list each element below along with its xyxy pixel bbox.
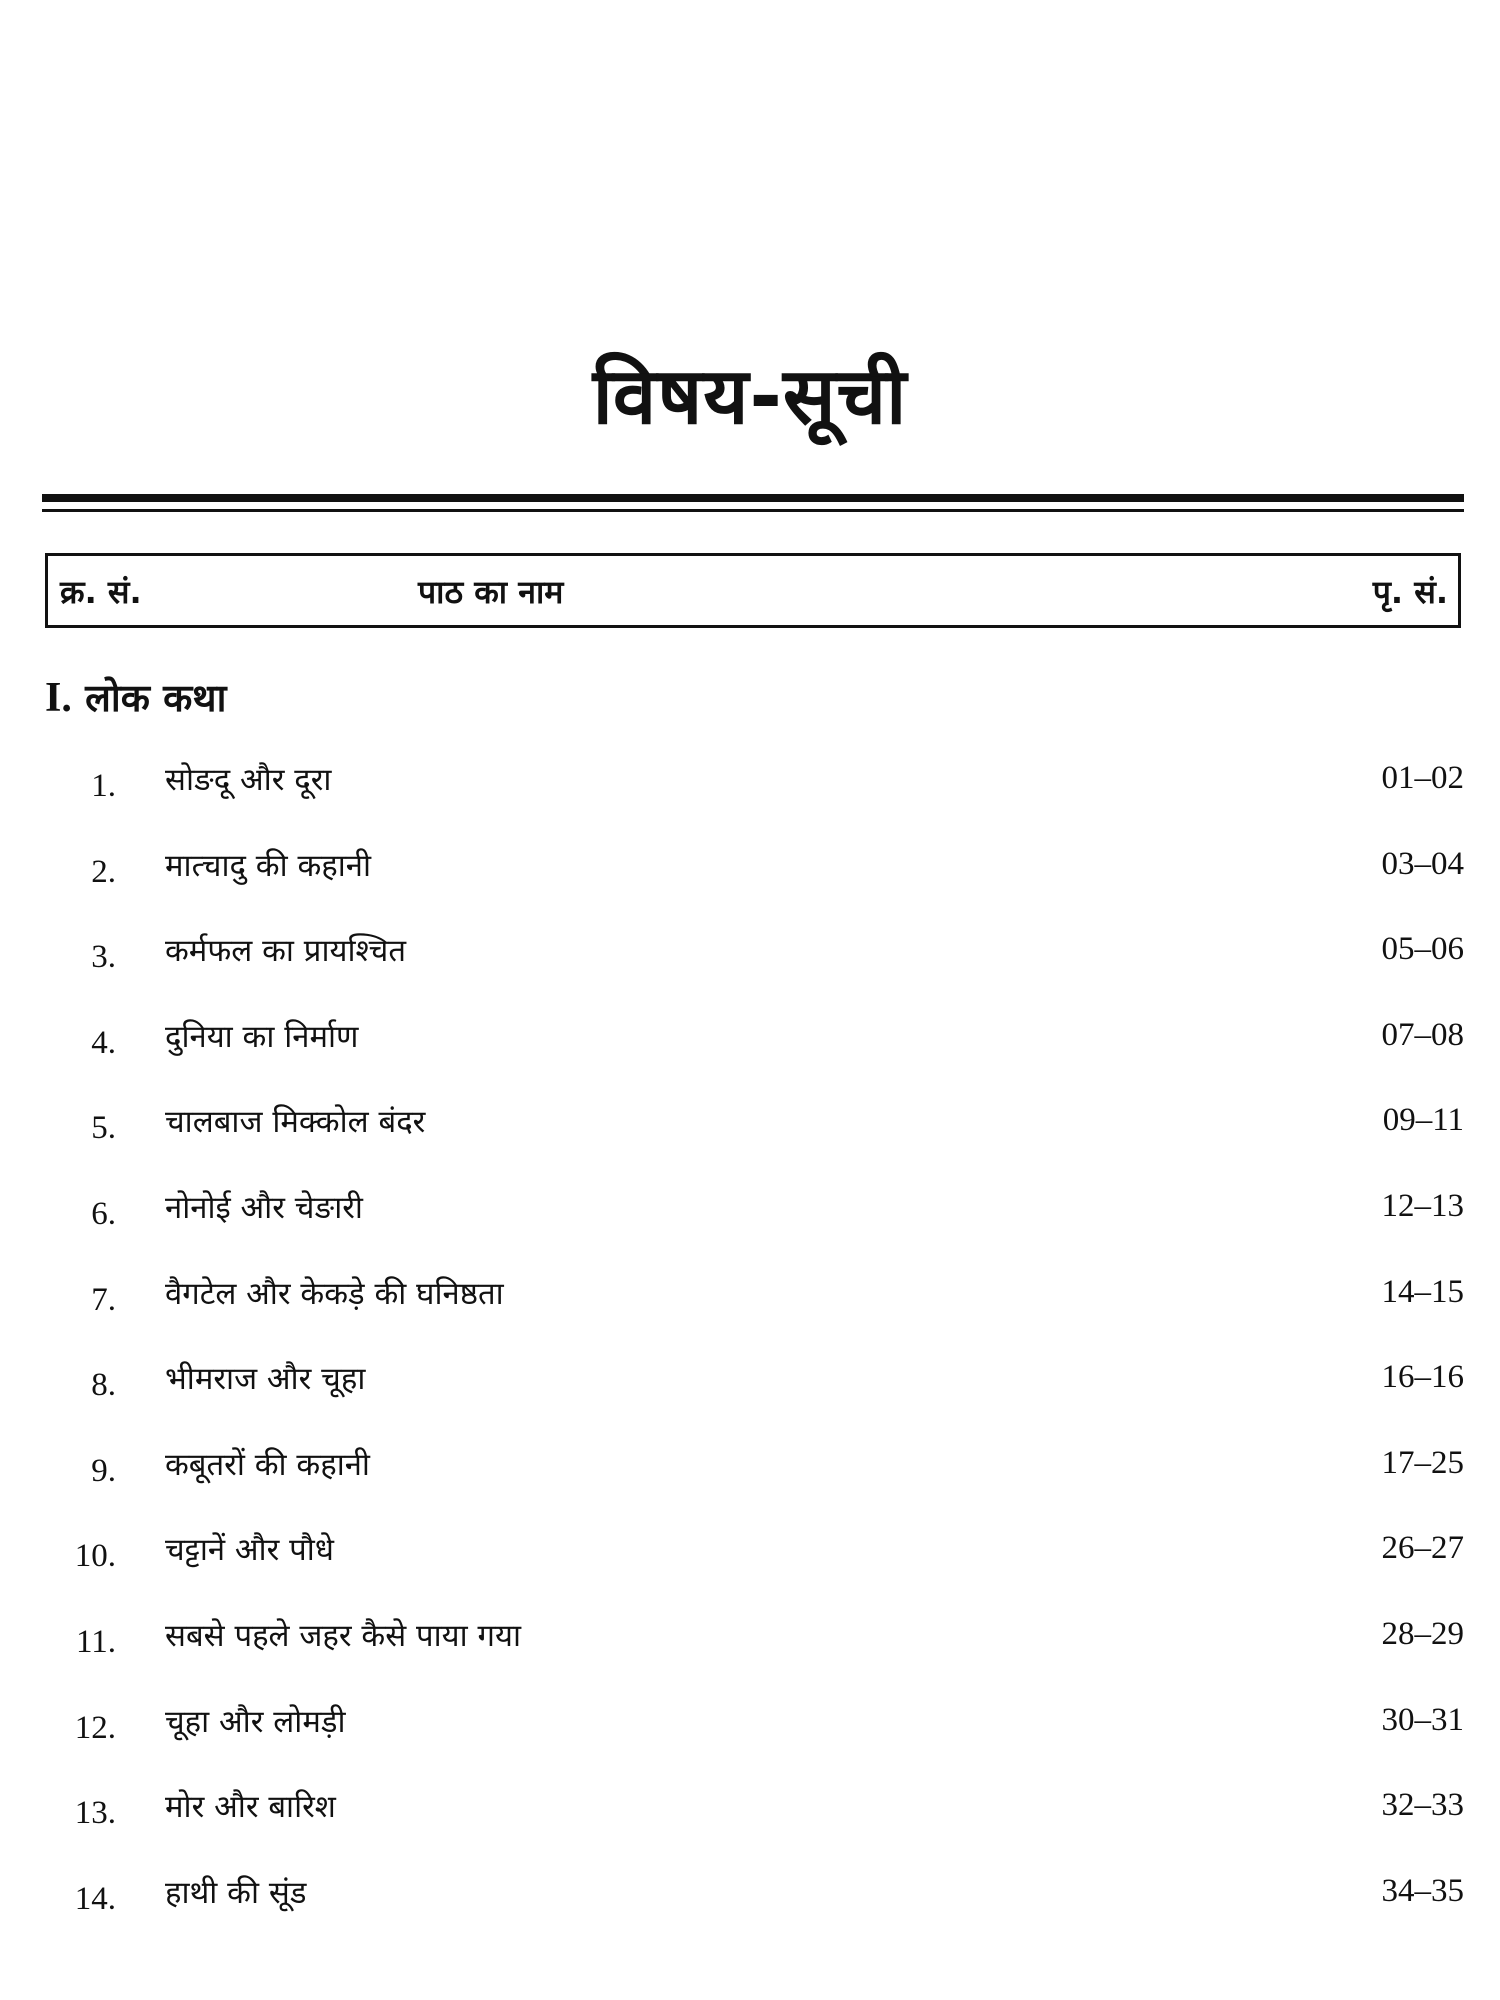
toc-entry-pages: 12–13 xyxy=(1381,1188,1464,1224)
toc-entry-pages: 32–33 xyxy=(1381,1787,1464,1823)
toc-entry-number: 8. xyxy=(91,1367,116,1403)
toc-entry-pages: 34–35 xyxy=(1381,1873,1464,1909)
toc-entry-number: 2. xyxy=(91,854,116,890)
section-roman: I. xyxy=(45,675,72,721)
toc-entry-number: 3. xyxy=(91,939,116,975)
toc-entry-pages: 03–04 xyxy=(1381,846,1464,882)
toc-entry-title: वैगटेल और केकड़े की घनिष्ठता xyxy=(165,1276,504,1312)
toc-entry-number: 4. xyxy=(91,1025,116,1061)
toc-entry-title: भीमराज और चूहा xyxy=(165,1361,366,1397)
toc-entry xyxy=(0,844,1500,892)
toc-entry xyxy=(0,929,1500,977)
toc-entry-number: 1. xyxy=(91,768,116,804)
toc-entry-number: 7. xyxy=(91,1282,116,1318)
toc-entry-pages: 26–27 xyxy=(1381,1530,1464,1566)
toc-entry-pages: 28–29 xyxy=(1381,1616,1464,1652)
toc-entry xyxy=(0,1528,1500,1576)
toc-entry-title: सबसे पहले जहर कैसे पाया गया xyxy=(165,1618,521,1654)
toc-entry-title: कबूतरों की कहानी xyxy=(165,1447,370,1483)
toc-entry-pages: 07–08 xyxy=(1381,1017,1464,1053)
toc-entry-number: 13. xyxy=(74,1795,116,1831)
toc-entry-number: 10. xyxy=(74,1538,116,1574)
header-number-label: क्र. सं. xyxy=(60,573,142,611)
toc-entry xyxy=(0,1614,1500,1662)
toc-entry-title: मोर और बारिश xyxy=(165,1789,336,1825)
toc-entry-pages: 14–15 xyxy=(1381,1274,1464,1310)
header-name-label: पाठ का नाम xyxy=(418,573,564,611)
toc-entry-title: चट्टानें और पौधे xyxy=(165,1532,334,1568)
toc-entry-pages: 30–31 xyxy=(1381,1702,1464,1738)
header-page-label: पृ. सं. xyxy=(1372,573,1448,611)
toc-entry-title: चूहा और लोमड़ी xyxy=(165,1704,346,1740)
toc-entry-title: सोङदू और दूरा xyxy=(165,762,332,798)
toc-entry-pages: 09–11 xyxy=(1382,1102,1464,1138)
toc-entry xyxy=(0,758,1500,806)
toc-entry xyxy=(0,1100,1500,1148)
toc-entry-number: 12. xyxy=(74,1710,116,1746)
toc-entry xyxy=(0,1785,1500,1833)
toc-entry xyxy=(0,1186,1500,1234)
page-title: विषय-सूची xyxy=(592,352,908,442)
toc-entry-pages: 16–16 xyxy=(1381,1359,1464,1395)
toc-entry-title: नोनोई और चेङारी xyxy=(165,1190,363,1226)
toc-entry xyxy=(0,1443,1500,1491)
toc-entry-pages: 17–25 xyxy=(1381,1445,1464,1481)
toc-entry-number: 11. xyxy=(75,1624,116,1660)
toc-entry-title: मात्चादु की कहानी xyxy=(165,848,372,884)
toc-entry xyxy=(0,1700,1500,1748)
toc-entry-pages: 01–02 xyxy=(1381,760,1464,796)
toc-entry-pages: 05–06 xyxy=(1381,931,1464,967)
toc-entry-number: 6. xyxy=(91,1196,116,1232)
toc-entry-title: चालबाज मिक्कोल बंदर xyxy=(165,1104,426,1140)
toc-entry xyxy=(0,1272,1500,1320)
toc-entry-title: दुनिया का निर्माण xyxy=(165,1019,359,1055)
toc-entry xyxy=(0,1015,1500,1063)
section-name: लोक कथा xyxy=(85,676,227,720)
toc-entry-number: 9. xyxy=(91,1453,116,1489)
toc-entry-title: कर्मफल का प्रायश्चित xyxy=(165,933,407,969)
toc-entry-number: 14. xyxy=(74,1881,116,1917)
toc-entry xyxy=(0,1871,1500,1919)
toc-entry-number: 5. xyxy=(91,1110,116,1146)
toc-entry xyxy=(0,1357,1500,1405)
toc-entry-title: हाथी की सूंड xyxy=(165,1875,307,1911)
